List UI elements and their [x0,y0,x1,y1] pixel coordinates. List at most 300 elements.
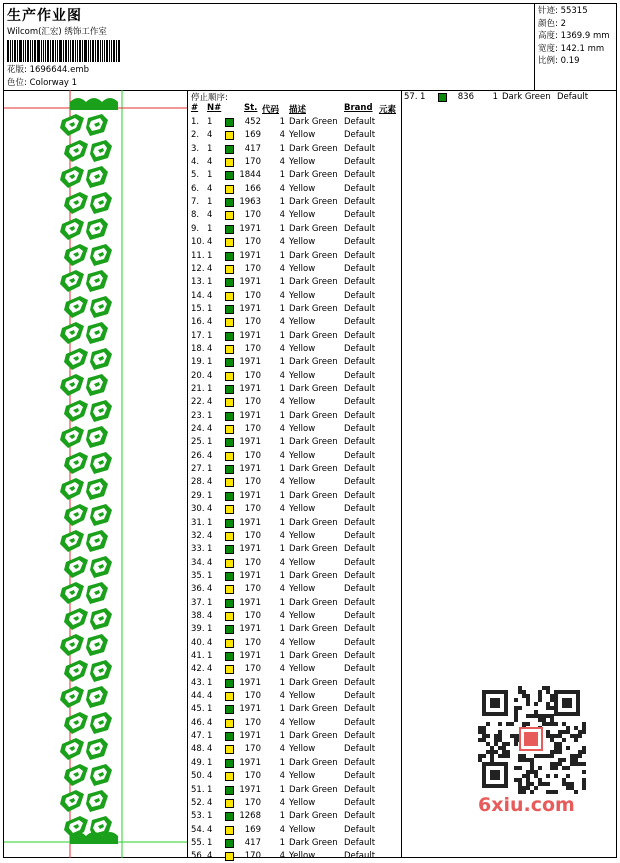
cell-n: 1 [207,757,213,768]
cell-brand: Default [344,530,376,541]
color-swatch [225,305,234,314]
cell-num: 12. [191,263,205,274]
cell-st: 1971 [239,464,261,475]
cell-code: 4 [279,637,285,648]
cell-num: 55. [191,837,205,848]
cell-st: 170 [244,530,261,541]
cell-st: 170 [244,851,261,862]
cell-n: 4 [207,317,213,328]
color-swatch [438,93,447,102]
cell-num: 41. [191,651,205,661]
design-file [7,63,89,75]
table-row [189,797,401,810]
table-row [189,503,401,516]
color-swatch [225,532,234,541]
cell-desc: Dark Green [289,490,338,501]
cell-n: 1 [207,651,213,661]
cell-n: 1 [207,704,213,715]
cell-n: 4 [207,183,213,194]
cell-num: 9. [191,223,200,234]
table-row [189,330,401,343]
cell-brand: Default [344,117,376,127]
cell-st: 170 [244,237,261,248]
color-swatch [225,171,234,180]
cell-code: 4 [279,450,285,461]
cell-brand: Default [344,797,376,808]
cell-num: 56. [191,851,205,862]
cell-num: 45. [191,704,205,715]
cell-st: 170 [244,290,261,301]
cell-n: 4 [207,370,213,381]
cell-brand: Default [344,837,376,848]
color-swatch [225,372,234,381]
worksheet-header [4,4,616,91]
cell-brand: Default [344,290,376,301]
cell-n: 4 [207,717,213,728]
cell-code: 1 [279,811,285,822]
cell-brand: Default [344,223,376,234]
cell-num: 57. [404,92,418,102]
cell-code: 4 [279,691,285,702]
top-border-motif [70,98,118,110]
cell-brand: Default [344,357,376,368]
color-swatch [225,679,234,688]
cell-brand: Default [344,303,376,314]
cell-code: 1 [279,544,285,555]
cell-num: 43. [191,677,205,688]
cell-st: 1971 [239,597,261,608]
cell-brand: Default [344,677,376,688]
cell-code: 4 [279,183,285,194]
table-row [189,370,401,383]
cell-st: 166 [244,183,261,194]
color-swatch [225,692,234,701]
cell-desc: Yellow [289,744,316,755]
cell-n: 4 [207,664,213,675]
cell-desc: Dark Green [289,837,338,848]
cell-desc: Dark Green [289,677,338,688]
stat-value: 55315 [560,6,588,16]
color-swatch [225,519,234,528]
cell-n: 1 [207,464,213,475]
stop-sequence-list [189,90,402,862]
cell-code: 1 [279,677,285,688]
cell-num: 42. [191,664,205,675]
cell-desc: Dark Green [289,223,338,234]
cell-num: 32. [191,530,205,541]
cell-desc: Yellow [289,450,316,461]
cell-code: 1 [279,330,285,341]
cell-desc: Yellow [289,637,316,648]
table-row [189,356,401,369]
cell-st: 170 [244,771,261,782]
table-row [189,717,401,730]
color-swatch [225,732,234,741]
cell-st: 170 [244,637,261,648]
cell-st: 170 [244,664,261,675]
cell-num: 46. [191,717,205,728]
table-row [189,383,401,396]
stat-width [538,43,616,56]
table-row [189,530,401,543]
watermark-logo: 6xiu.com [478,794,575,816]
cell-code: 4 [279,263,285,274]
cell-brand: Default [344,784,376,795]
cell-n: 4 [207,824,213,835]
cell-num: 35. [191,570,205,581]
table-row [189,290,401,303]
cell-st: 1971 [239,570,261,581]
cell-num: 31. [191,517,205,528]
cell-desc: Dark Green [289,170,338,181]
cell-code: 4 [279,664,285,675]
cell-code: 4 [279,477,285,488]
cell-desc: Yellow [289,263,316,274]
cell-num: 21. [191,384,205,394]
color-swatch [225,612,234,621]
table-row [189,784,401,797]
col-header-brand: Brand [344,103,373,113]
cell-desc: Yellow [289,664,316,675]
cell-desc: Yellow [289,771,316,782]
cell-code: 1 [279,250,285,261]
cell-st: 1971 [239,731,261,742]
cell-n: 1 [207,170,213,181]
cell-desc: Dark Green [289,357,338,368]
cell-brand: Default [557,92,589,102]
cell-st: 170 [244,797,261,808]
cell-brand: Default [344,651,376,661]
cell-n: 1 [207,811,213,822]
table-row [189,129,401,142]
cell-num: 26. [191,450,205,461]
table-row [189,276,401,289]
table-row [189,730,401,743]
cell-n: 4 [207,210,213,221]
table-row [189,557,401,570]
cell-num: 18. [191,343,205,354]
table-row [189,236,401,249]
cell-desc: Dark Green [289,704,338,715]
color-swatch [225,705,234,714]
cell-desc: Yellow [289,504,316,515]
cell-num: 53. [191,811,205,822]
cell-n: 4 [207,610,213,621]
cell-code: 1 [492,92,498,102]
col-header-element: 元素 [379,105,397,115]
cell-n: 4 [207,744,213,755]
cell-num: 6. [191,183,200,194]
cell-n: 1 [207,677,213,688]
color-swatch [225,812,234,821]
cell-num: 10. [191,237,205,248]
cell-num: 17. [191,330,205,341]
page-title: 生产作业图 [7,8,82,24]
table-row [189,623,401,636]
color-swatch [225,492,234,501]
color-swatch [225,238,234,247]
table-row [189,476,401,489]
cell-n: 4 [207,530,213,541]
cell-n: 1 [207,330,213,341]
cell-desc: Yellow [289,343,316,354]
color-swatch [225,759,234,768]
cell-num: 28. [191,477,205,488]
cell-st: 170 [244,691,261,702]
cell-code: 1 [279,837,285,848]
cell-num: 50. [191,771,205,782]
cell-num: 54. [191,824,205,835]
cell-st: 170 [244,717,261,728]
cell-st: 1971 [239,223,261,234]
cell-brand: Default [344,384,376,394]
table-row [189,410,401,423]
cell-brand: Default [344,664,376,675]
table-row [189,396,401,409]
cell-n: 1 [207,837,213,848]
cell-st: 1268 [239,811,261,822]
cell-st: 417 [244,837,261,848]
cell-num: 1. [191,117,200,127]
table-row [189,770,401,783]
table-row [189,263,401,276]
cell-brand: Default [344,237,376,248]
cell-n: 1 [207,731,213,742]
table-row [189,423,401,436]
color-swatch [225,505,234,514]
cell-code: 1 [279,117,285,127]
cell-n: 1 [207,410,213,421]
stat-scale [538,55,616,68]
cell-desc: Dark Green [289,757,338,768]
cell-desc: Yellow [289,851,316,862]
cell-n: 4 [207,691,213,702]
cell-brand: Default [344,464,376,475]
color-swatch [225,332,234,341]
cell-n: 1 [207,490,213,501]
cell-num: 3. [191,143,200,154]
cell-st: 170 [244,370,261,381]
cell-desc: Dark Green [289,544,338,555]
cell-code: 1 [279,731,285,742]
cell-num: 20. [191,370,205,381]
cell-brand: Default [344,170,376,181]
cell-st: 1971 [239,624,261,635]
cell-n: 1 [207,570,213,581]
table-row [189,223,401,236]
table-row [189,583,401,596]
color-swatch [225,385,234,394]
cell-desc: Dark Green [289,410,338,421]
cell-code: 4 [279,504,285,515]
cell-desc: Dark Green [289,197,338,208]
color-swatch [225,786,234,795]
cell-st: 1971 [239,544,261,555]
cell-desc: Yellow [289,610,316,621]
cell-code: 1 [279,597,285,608]
cell-brand: Default [344,691,376,702]
cell-code: 4 [279,290,285,301]
cell-st: 170 [244,744,261,755]
table-row [189,677,401,690]
color-swatch [225,412,234,421]
cell-code: 1 [279,437,285,448]
stat-value: 1369.9 mm [560,31,610,41]
cell-num: 34. [191,557,205,568]
cell-brand: Default [344,330,376,341]
table-row [189,650,401,663]
cell-brand: Default [344,183,376,194]
cell-code: 4 [279,157,285,168]
cell-num: 49. [191,757,205,768]
cell-st: 1963 [239,197,261,208]
table-row [189,610,401,623]
table-row [189,490,401,503]
cell-code: 4 [279,797,285,808]
cell-desc: Dark Green [289,303,338,314]
cell-brand: Default [344,343,376,354]
cell-st: 1971 [239,384,261,394]
cell-brand: Default [344,157,376,168]
cell-st: 170 [244,397,261,408]
cell-n: 4 [207,477,213,488]
cell-code: 1 [279,143,285,154]
table-row [189,143,401,156]
cell-brand: Default [344,557,376,568]
cell-brand: Default [344,570,376,581]
color-swatch [225,131,234,140]
cell-code: 1 [279,784,285,795]
table-row [189,116,401,129]
cell-code: 1 [279,464,285,475]
production-worksheet [3,3,617,862]
cell-brand: Default [344,771,376,782]
cell-desc: Yellow [289,824,316,835]
color-swatch [225,639,234,648]
cell-n: 4 [207,504,213,515]
color-swatch [225,665,234,674]
cell-brand: Default [344,757,376,768]
color-swatch [225,398,234,407]
cell-brand: Default [344,397,376,408]
cell-brand: Default [344,584,376,595]
design-value: 1696644.emb [29,65,90,75]
cell-num: 38. [191,610,205,621]
stat-label: 高度: [538,31,558,41]
cell-desc: Yellow [289,317,316,328]
cell-st: 170 [244,263,261,274]
table-row [189,343,401,356]
cell-num: 2. [191,130,200,141]
cell-num: 47. [191,731,205,742]
color-swatch [225,599,234,608]
cell-brand: Default [344,704,376,715]
cell-n: 1 [207,357,213,368]
cell-num: 27. [191,464,205,475]
cell-n: 1 [207,544,213,555]
cell-brand: Default [344,851,376,862]
cell-n: 1 [207,223,213,234]
cell-desc: Dark Green [289,651,338,661]
col-header-num: # [191,103,199,113]
cell-desc: Yellow [289,477,316,488]
cell-st: 417 [244,143,261,154]
color-swatch [225,585,234,594]
cell-brand: Default [344,610,376,621]
table-row [189,250,401,263]
cell-n: 4 [207,263,213,274]
cell-st: 170 [244,317,261,328]
cell-brand: Default [344,717,376,728]
cell-code: 4 [279,557,285,568]
color-swatch [225,772,234,781]
cell-st: 1971 [239,250,261,261]
cell-brand: Default [344,477,376,488]
cell-code: 4 [279,530,285,541]
cell-num: 16. [191,317,205,328]
cell-brand: Default [344,130,376,141]
cell-st: 170 [244,424,261,435]
cell-st: 170 [244,610,261,621]
stat-value: 2 [560,18,566,29]
color-swatch [225,852,234,861]
cell-n: 4 [207,343,213,354]
cell-code: 4 [279,771,285,782]
cell-code: 1 [279,757,285,768]
cell-st: 1971 [239,437,261,448]
company-name: Wilcom(汇宏) 绣饰工作室 [7,27,107,37]
table-row [189,450,401,463]
cell-desc: Dark Green [289,277,338,288]
color-swatch [225,438,234,447]
color-swatch [225,572,234,581]
cell-n: 1 [207,784,213,795]
cell-code: 4 [279,824,285,835]
cell-num: 7. [191,197,200,208]
cell-st: 1971 [239,704,261,715]
color-swatch [225,198,234,207]
cell-num: 52. [191,797,205,808]
color-swatch [225,545,234,554]
color-swatch [225,745,234,754]
table-row [189,597,401,610]
cell-desc: Yellow [289,530,316,541]
cell-code: 1 [279,651,285,661]
table-row [189,850,401,863]
cell-code: 1 [279,624,285,635]
cell-code: 1 [279,410,285,421]
cell-code: 4 [279,237,285,248]
cell-brand: Default [344,424,376,435]
table-row [189,570,401,583]
cell-num: 14. [191,290,205,301]
cell-brand: Default [344,197,376,208]
cell-code: 4 [279,130,285,141]
cell-num: 33. [191,544,205,555]
cell-brand: Default [344,410,376,421]
cell-num: 25. [191,437,205,448]
cell-num: 36. [191,584,205,595]
cell-st: 170 [244,584,261,595]
cell-desc: Yellow [289,797,316,808]
cell-st: 1971 [239,277,261,288]
cell-num: 5. [191,170,200,181]
cell-desc: Yellow [289,397,316,408]
cell-n: 4 [207,397,213,408]
cell-n: 1 [207,277,213,288]
cell-st: 1971 [239,357,261,368]
cell-num: 30. [191,504,205,515]
